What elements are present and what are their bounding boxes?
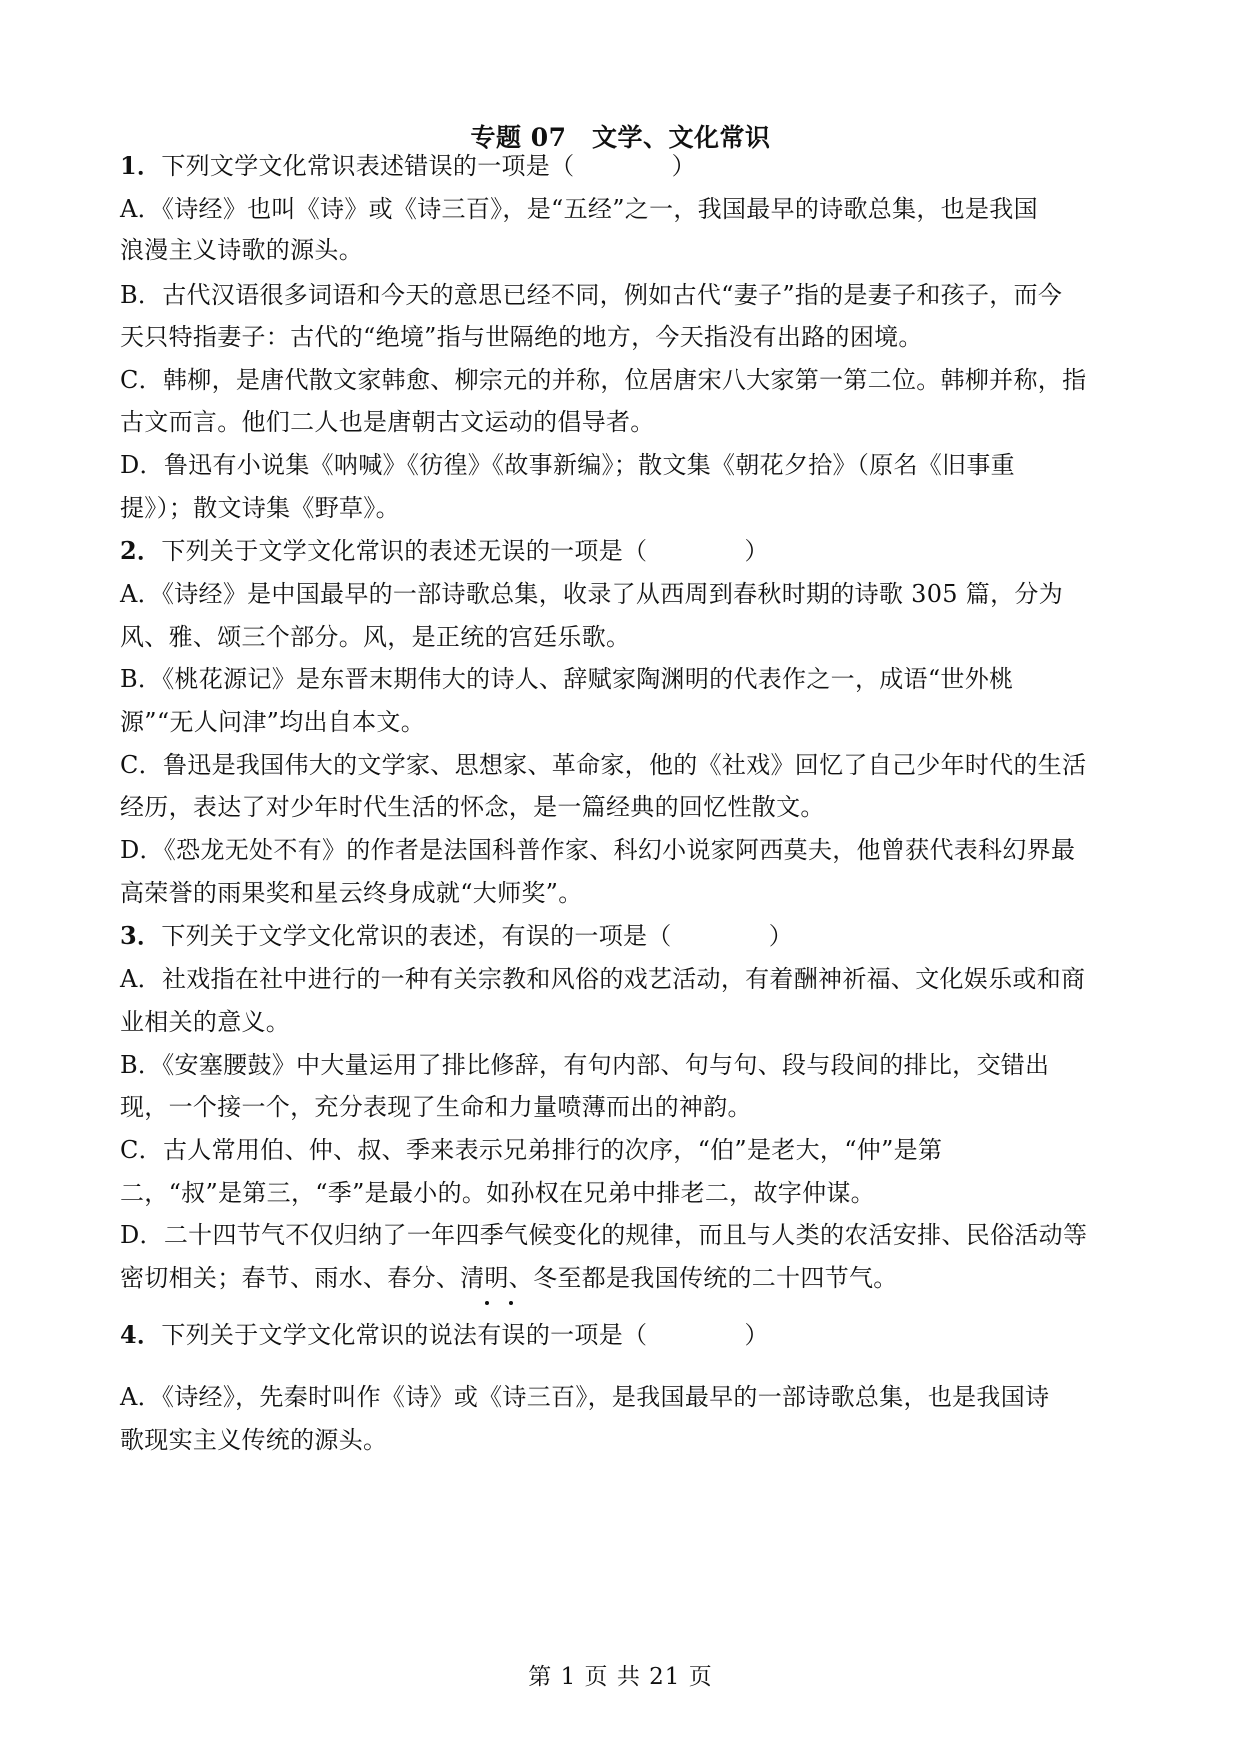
question-1-option-a: A．《诗经》也叫《诗》或《诗三百》，是“五经”之一，我国最早的诗歌总集，也是我国	[120, 195, 1038, 223]
question-1-option-c: C．韩柳，是唐代散文家韩愈、柳宗元的并称，位居唐宋八大家第一第二位。韩柳并称，指	[120, 366, 1087, 394]
question-1-option-d-cont: 提》）；散文诗集《野草》。	[120, 494, 400, 522]
question-1-option-b: B．古代汉语很多词语和今天的意思已经不同，例如古代“妻子”指的是妻子和孩子，而今	[120, 281, 1063, 309]
question-2-option-d: D．《恐龙无处不有》的作者是法国科普作家、科幻小说家阿西莫夫，他曾获代表科幻界最	[120, 836, 1076, 864]
emphasis-dot-icon	[509, 1301, 513, 1305]
question-2-option-a-cont: 风、雅、颂三个部分。风，是正统的宫廷乐歌。	[120, 623, 631, 651]
question-3-stem: 3．下列关于文学文化常识的表述，有误的一项是（ ）	[120, 921, 794, 950]
question-2-option-c: C．鲁迅是我国伟大的文学家、思想家、革命家，他的《社戏》回忆了自己少年时代的生活	[120, 751, 1087, 779]
question-2-option-c-cont: 经历，表达了对少年时代生活的怀念，是一篇经典的回忆性散文。	[120, 793, 825, 821]
question-4-option-a-cont: 歌现实主义传统的源头。	[120, 1426, 388, 1454]
question-3-option-d-cont: 密切相关；春节、雨水、春分、清明、冬至都是我国传统的二十四节气。	[120, 1264, 898, 1292]
question-number: 2．	[120, 536, 162, 565]
question-4-stem: 4．下列关于文学文化常识的说法 有误的一项是（ ）	[120, 1319, 1130, 1351]
page-footer: 第 1 页 共 21 页	[528, 1664, 713, 1690]
question-3-option-c: C．古人常用伯、仲、叔、季来表示兄弟排行的次序，“伯”是老大，“仲”是第	[120, 1136, 943, 1164]
question-2-option-d-cont: 高荣誉的雨果奖和星云终身成就“大师奖”。	[120, 879, 583, 907]
question-2-option-b-cont: 源”“无人问津”均出自本文。	[120, 708, 426, 736]
page-title: 专题 07 文学、文化常识	[470, 123, 771, 152]
question-3-option-a-cont: 业相关的意义。	[120, 1008, 291, 1036]
question-4-option-a: A．《诗经》，先秦时叫作《诗》或《诗三百》，是我国最早的一部诗歌总集，也是我国诗	[120, 1383, 1050, 1411]
question-3-option-d: D．二十四节气不仅归纳了一年四季气候变化的规律，而且与人类的农活安排、民俗活动等	[120, 1221, 1088, 1249]
question-3-option-a: A．社戏指在社中进行的一种有关宗教和风俗的戏艺活动，有着酬神祈福、文化娱乐或和商	[120, 965, 1086, 993]
question-1-option-a-cont: 浪漫主义诗歌的源头。	[120, 236, 363, 264]
question-1-option-b-cont: 天只特指妻子：古代的“绝境”指与世隔绝的地方，今天指没有出路的困境。	[120, 323, 923, 351]
question-number: 4．	[120, 1320, 162, 1349]
question-1-option-c-cont: 古文而言。他们二人也是唐朝古文运动的倡导者。	[120, 408, 655, 436]
question-3-option-c-cont: 二，“叔”是第三，“季”是最小的。如孙权在兄弟中排老二，故字仲谋。	[120, 1179, 875, 1207]
question-1-stem: 1．下列文学文化常识表述错误的一项是（ ）	[120, 151, 696, 180]
question-3-option-b-cont: 现，一个接一个，充分表现了生命和力量喷薄而出的神韵。	[120, 1093, 752, 1121]
question-2-stem: 2．下列关于文学文化常识的表述无误的一项是（ ）	[120, 536, 769, 565]
emphasis-dot-icon	[485, 1301, 489, 1305]
question-2-option-b: B．《桃花源记》是东晋末期伟大的诗人、辞赋家陶渊明的代表作之一，成语“世外桃	[120, 665, 1014, 693]
question-3-option-b: B．《安塞腰鼓》中大量运用了排比修辞，有句内部、句与句、段与段间的排比，交错出	[120, 1051, 1050, 1079]
question-number: 3．	[120, 921, 162, 950]
question-1-option-d: D．鲁迅有小说集《呐喊》《彷徨》《故事新编》；散文集《朝花夕拾》（原名《旧事重	[120, 451, 1015, 479]
emphasis-marked-text: 有误	[477, 1319, 526, 1351]
question-2-option-a: A．《诗经》是中国最早的一部诗歌总集，收录了从西周到春秋时期的诗歌 305 篇，分为	[120, 580, 1064, 608]
question-number: 1．	[120, 151, 162, 180]
